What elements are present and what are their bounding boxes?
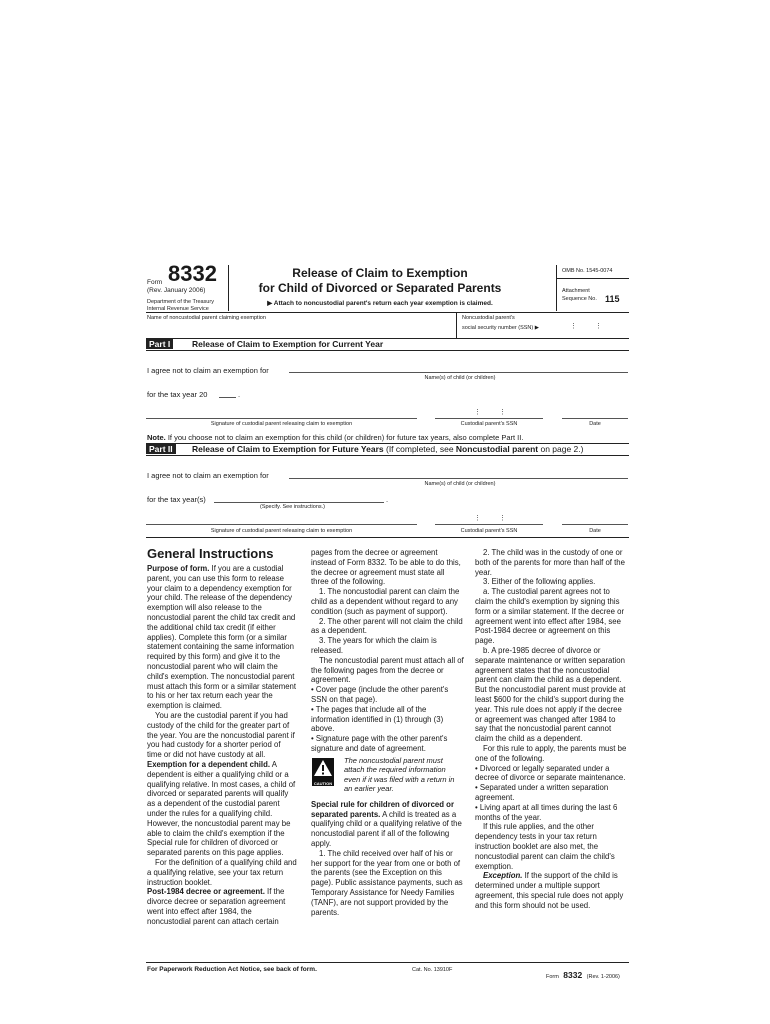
col2-para-5: • Cover page (include the other parent's SSN on that page). [311, 685, 449, 704]
caution-label: CAUTION [313, 780, 333, 786]
part2-children-names-field[interactable] [289, 478, 628, 479]
part2-agree-text: I agree not to claim an exemption for [147, 471, 269, 480]
part2-title-rule [146, 455, 629, 456]
post-1984-paragraph: Post-1984 decree or agreement. If the divorce decree or separation agreement went into effect after 1984, the noncustodial parent can attach certain [147, 887, 286, 926]
part1-tax-year-period: . [238, 390, 241, 399]
part2-title [192, 444, 632, 454]
omb-rule [557, 278, 629, 279]
part1-ssn-caption: Custodial parent's SSN [460, 421, 518, 427]
part2-title-paren-b: on page 2.) [538, 444, 584, 454]
form-revision: (Rev. January 2006) [147, 287, 206, 294]
noncustodial-ssn-label-1: Noncustodial parent's [462, 315, 515, 321]
footer-form-number: 8332 [563, 970, 583, 980]
col2-para-3: 3. The years for which the claim is released. [311, 636, 437, 655]
caution-text: The noncustodial parent must attach the required information even if it was filed with a return in an earlier year. [344, 755, 455, 794]
part1-signature-field[interactable] [146, 418, 417, 419]
note-bold: Note. [147, 433, 166, 442]
attach-note: ▶ Attach to noncustodial parent's return each year exemption is claimed. [267, 300, 493, 307]
col2-para-7: • Signature page with the other parent's signature and date of agreement. [311, 734, 448, 753]
footer-paperwork-notice: For Paperwork Reduction Act Notice, see back of form. [147, 966, 317, 973]
col2-para-2: 2. The other parent will not claim the child as a dependent. [311, 616, 463, 636]
part1-date-field[interactable] [562, 418, 628, 419]
part2-date-field[interactable] [562, 524, 628, 525]
form-number: 8332 [168, 261, 217, 286]
col3-para-5: • Divorced or legally separated under a decree of divorce or separate maintenance. [475, 763, 626, 783]
exception-paragraph: Exception. If the support of the child is determined under a multiple support agreement, this special rule does not apply and this form should not be used. [475, 871, 624, 910]
col2-para-4: The noncustodial parent must attach all of the following pages from the decree or agreement. [311, 655, 464, 685]
part2-names-caption: Name(s) of child (or children) [424, 481, 496, 487]
custodial-definition-paragraph: You are the custodial parent if you had custody of the child for the greater part of the year. You are the noncustodial parent if you had custody for a shorter period of time or did not have custody at all. [147, 710, 295, 760]
sequence-label: Sequence No. [562, 296, 597, 302]
name-row-divider [456, 312, 457, 338]
part2-note [147, 433, 629, 442]
col3-para-7: • Living apart at all times during the last 6 months of the year. [475, 802, 618, 822]
header-divider-right [556, 265, 557, 311]
footer-rev: (Rev. 1-2006) [586, 974, 620, 980]
col2-tail-paragraph: 1. The child received over half of his or her support for the year from one or both of the parents (see the Exception on this page). Public assistance payments, such as Temporary Assistance for Needy Families (TANF), are not support provided by the parents. [311, 848, 463, 917]
sequence-number: 115 [605, 294, 620, 304]
col3-para-8: If this rule applies, and the other dependency tests in your tax return instruction booklet are also met, the noncustodial parent can claim the child's exemption. [475, 822, 615, 871]
part1-signature-caption: Signature of custodial parent releasing claim to exemption [210, 421, 353, 427]
part2-signature-field[interactable] [146, 524, 417, 525]
part2-date-caption: Date [589, 528, 601, 534]
footer-form-word: Form [546, 974, 559, 980]
ssn-separator-dots: ⋮ ⋮ [570, 323, 610, 330]
footer-rule [146, 962, 629, 963]
part2-box: Part II [146, 444, 176, 454]
form-title-line-2: for Child of Divorced or Separated Parents [258, 281, 502, 295]
part2-specify-caption: (Specify. See instructions.) [260, 504, 326, 510]
col3-para-6: • Separated under a written separation agreement. [475, 783, 609, 802]
part1-tax-year-text: for the tax year 20 [147, 390, 208, 399]
col3-para-2: a. The custodial parent agrees not to claim the child's exemption by signing this form or a similar statement. If the decree or agreement went into effect after 1984, see Post-1984 decree or agreement on this page. [475, 587, 625, 646]
part1-agree-text: I agree not to claim an exemption for [147, 366, 269, 375]
part2-ssn-caption: Custodial parent's SSN [460, 528, 518, 534]
dependent-child-paragraph: Exemption for a dependent child. A dependent is either a qualifying child or a qualifying relative. In most cases, a child of divorced or separated parents will qualify as a dependent of the custodial parent under the rules for a qualifying child. However, the noncustodial parent may be able to claim the child's exemption if the Special rule for children of divorced or separated parents on this page applies. [147, 759, 296, 858]
col2-para-6: • The pages that include all of the information identified in (1) through (3) above. [311, 704, 444, 734]
part2-title-main: Release of Claim to Exemption for Future Years [192, 444, 384, 454]
instructions-column-2 [311, 548, 464, 917]
part1-tax-year-field[interactable] [219, 397, 236, 398]
noncustodial-name-label: Name of noncustodial parent claiming exemption [147, 315, 266, 321]
instructions-column-1 [147, 546, 297, 926]
form-word: Form [147, 279, 163, 286]
part2-title-paren-bold: Noncustodial parent [455, 444, 539, 454]
special-rule-paragraph: Special rule for children of divorced or separated parents. A child is treated as a qualifying child or a qualifying relative of the noncustodial parent if all of the following apply. [311, 799, 462, 848]
part1-ssn-dots: ⋮ ⋮ [474, 409, 514, 416]
col3-para-3: b. A pre-1985 decree of divorce or separate maintenance or written separation agreement states that the noncustodial parent can claim the child as a dependent. But the noncustodial parent must provide at least $600 for the child's support during the year. This rule does not apply if the decree or agreement was changed after 1984 to say that the noncustodial parent cannot claim the child as a dependent. [475, 645, 626, 744]
header-bottom-rule [146, 312, 629, 313]
general-instructions-title: General Instructions [147, 546, 274, 561]
col3-para-1: 3. Either of the following applies. [483, 577, 596, 587]
part1-custodial-ssn-field[interactable] [435, 418, 543, 419]
col2-para-0: pages from the decree or agreement instead of Form 8332. To be able to do this, the decree or agreement must state all three of the following. [311, 548, 461, 587]
footer-form-id [546, 965, 620, 983]
part1-children-names-field[interactable] [289, 372, 628, 373]
dept-line-1: Department of the Treasury [147, 299, 214, 305]
caution-block [311, 756, 464, 800]
attachment-label: Attachment [562, 288, 590, 294]
omb-number: OMB No. 1545-0074 [562, 268, 613, 274]
noncustodial-ssn-field[interactable] [548, 322, 628, 334]
part2-signature-caption: Signature of custodial parent releasing claim to exemption [210, 528, 353, 534]
part2-tax-years-field[interactable] [214, 502, 384, 503]
noncustodial-ssn-label-2: social security number (SSN) ▶ [462, 325, 539, 331]
footer-cat-number: Cat. No. 13910F [412, 967, 453, 973]
col3-para-0: 2. The child was in the custody of one or both of the parents for more than half of the year. [475, 548, 625, 577]
part1-names-caption: Name(s) of child (or children) [424, 375, 496, 381]
part2-bottom-rule [146, 537, 629, 538]
instructions-column-3 [475, 548, 629, 910]
part2-custodial-ssn-field[interactable] [435, 524, 543, 525]
col2-para-1: 1. The noncustodial parent can claim the child as a dependent without regard to any condition (such as payment of support). [311, 587, 460, 616]
part1-title: Release of Claim to Exemption for Current Year [192, 339, 384, 349]
part1-title-rule [146, 350, 629, 351]
part2-title-paren-a: (If completed, see [383, 444, 456, 454]
caution-icon [312, 758, 334, 786]
part2-tax-years-text: for the tax year(s) [147, 495, 206, 504]
part1-date-caption: Date [589, 421, 601, 427]
header-divider-left [228, 265, 229, 311]
part2-tax-years-period: . [386, 495, 389, 504]
definition-reference-paragraph: For the definition of a qualifying child and a qualifying relative, see your tax return instruction booklet. [147, 857, 297, 887]
part1-box: Part I [146, 339, 173, 349]
purpose-paragraph: Purpose of form. If you are a custodial parent, you can use this form to release your claim to a dependency exemption for your child. The release of the dependency exemption will also release to the noncustodial parent the child tax credit and the additional child tax credit (if either applies). Complete this form (or a similar statement containing the same information required by this form) and give it to the noncustodial parent who will claim the child's exemption. The noncustodial parent must attach this form or a similar statement to his or her tax return each year the exemption is claimed. [147, 564, 297, 711]
part2-ssn-dots: ⋮ ⋮ [474, 515, 514, 522]
note-text: If you choose not to claim an exemption for this child (or children) for future tax years, also complete Part II. [165, 433, 524, 442]
form-title-line-1: Release of Claim to Exemption [292, 266, 468, 280]
dept-line-2: Internal Revenue Service [147, 306, 209, 312]
col3-para-4: For this rule to apply, the parents must be one of the following. [475, 743, 627, 763]
